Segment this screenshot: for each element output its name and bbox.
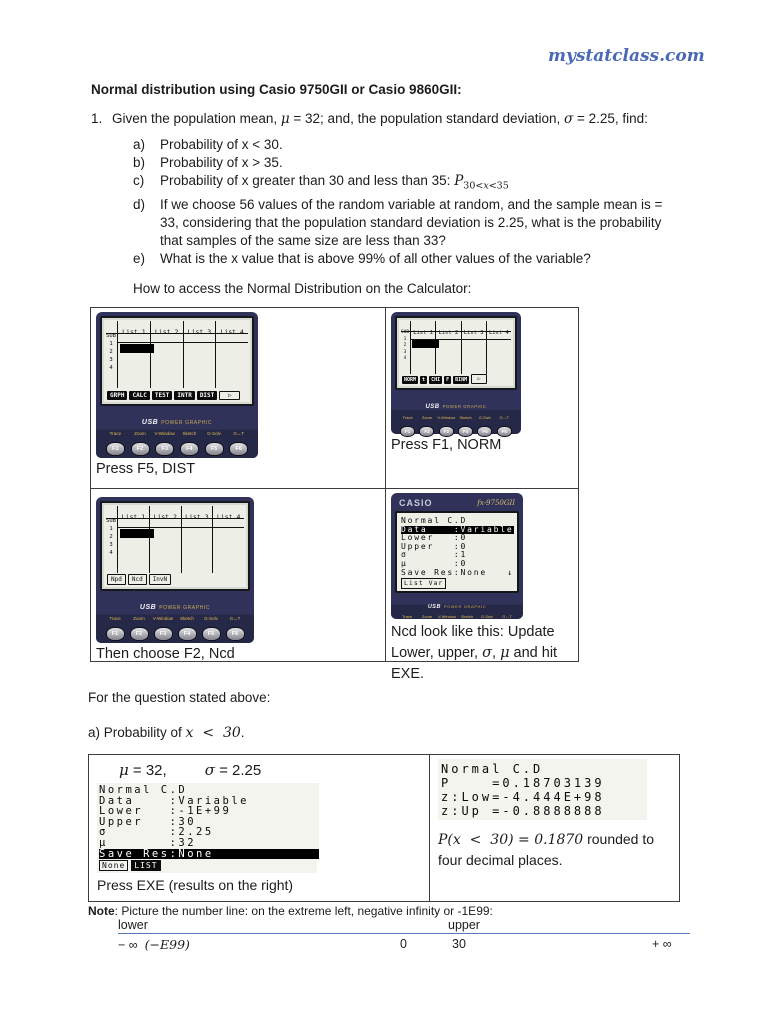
item-d-text: If we choose 56 values of the random variable at random, and the sample mean is = 33, considering that the population standard deviation is 2.25, what is the probability that samples of the same size are less than 33?: [160, 196, 663, 248]
usb-line: [395, 390, 517, 413]
note-bold: Note: [88, 904, 115, 918]
lcd-row-gutter: [105, 332, 117, 372]
calculator-screen: [100, 316, 254, 406]
sub-part-2: <35: [488, 180, 509, 192]
parameters-header: [119, 761, 421, 779]
math-p: P: [454, 173, 464, 189]
intro-text-2: = 32; and, the population standard deviation,: [289, 111, 564, 126]
column-header: List 2: [438, 330, 459, 336]
page-title: Normal distribution using Casio 9750GII or Casio 9860GII:: [91, 82, 462, 97]
for-question-line: For the question stated above:: [88, 690, 271, 705]
key-cap: F3: [155, 442, 174, 456]
table1-cell-ncd-settings: [386, 489, 578, 682]
key-shift-label: G↔T: [499, 415, 510, 420]
function-key: [417, 415, 436, 438]
function-keys: [100, 429, 254, 461]
header-underline: [401, 331, 511, 332]
selected-cell-highlight: [120, 344, 154, 353]
lcd-column: [149, 506, 181, 573]
function-keys: [100, 614, 250, 646]
save-res-row: [401, 569, 514, 578]
column-header: List 2: [154, 328, 179, 336]
key-shift-label: G↔T: [502, 613, 512, 619]
screen-line: σ :1: [401, 550, 468, 560]
problem-block: [91, 110, 679, 268]
power-graphic-label: POWER GRAPHIC: [161, 420, 213, 426]
function-key: [437, 415, 456, 438]
selected-cell-highlight: [120, 529, 154, 538]
function-menu: [107, 391, 248, 400]
column-header: List 1: [121, 513, 146, 521]
row-number: 1: [109, 341, 113, 347]
note-line: [88, 904, 493, 918]
cell-caption: Press F1, NORM: [391, 437, 502, 453]
menu-tabs: [107, 574, 171, 585]
lcd-column: [435, 321, 460, 374]
key-shift-label: Sketch: [459, 415, 472, 420]
menu-tab: CHI: [431, 377, 441, 383]
key-shift-label: G↔T: [233, 431, 245, 436]
key-cap: F4: [180, 442, 199, 456]
mu-symbol: μ: [500, 644, 510, 661]
column-header: List 4: [488, 330, 509, 336]
key-shift-label: G-Solv: [480, 613, 494, 619]
screen-menu: [97, 859, 317, 873]
part-a-text: a) Probability of: [88, 725, 186, 740]
sigma-value: = 2.25: [214, 762, 262, 779]
row-numbers: [105, 525, 117, 557]
table1-cell-dist: [91, 308, 386, 489]
menu-tab: Npd: [107, 574, 126, 585]
usb-label: USB: [425, 404, 440, 410]
item-c-label: c): [133, 173, 145, 188]
sub-label: SUB: [400, 330, 410, 335]
key-cap: F6: [229, 442, 248, 456]
lcd-display: [399, 320, 513, 386]
usb-label: USB: [139, 604, 157, 611]
usb-line: [395, 593, 519, 613]
cell-caption: Press EXE (results on the right): [97, 877, 294, 894]
function-key: [495, 415, 514, 438]
key-cap: F2: [130, 627, 149, 641]
row-number: 1: [403, 336, 407, 342]
key-shift-label: V-Window: [437, 415, 456, 420]
item-e-text: What is the x value that is above 99% of all other values of the variable?: [160, 250, 591, 266]
screen-line: Normal C.D: [99, 784, 188, 796]
caption-text: and hit EXE.: [391, 644, 558, 682]
calculator-screen: [395, 316, 517, 390]
menu-tab: NORM: [404, 377, 417, 383]
lcd-column: [461, 321, 486, 374]
function-key: [398, 415, 417, 438]
casio-model: fx-9750GII: [477, 499, 515, 507]
menu-tab: DIST: [197, 391, 217, 400]
numberline-pos-infinity: + ∞: [652, 937, 672, 951]
screen-line: Lower :-1E+99: [99, 805, 232, 818]
problem-items: [133, 136, 679, 268]
key-cap: F5: [202, 627, 221, 641]
item-c-text-main: Probability of x greater than 30 and less than 35:: [160, 173, 455, 188]
function-key: [103, 431, 128, 456]
site-logo: mystatclass.com: [548, 46, 705, 66]
screen-line: Normal C.D: [441, 762, 544, 776]
lcd-column: [215, 321, 248, 388]
problem-intro-text: [112, 110, 679, 128]
header-underline: [106, 333, 248, 334]
caption-line-1: Ncd look like this: Update: [391, 623, 555, 640]
header-underline: [106, 518, 244, 519]
row-number: 2: [109, 534, 113, 540]
function-key: [417, 614, 437, 619]
part-a-line: [88, 725, 245, 741]
screen-line: σ :2.25: [99, 826, 214, 839]
usb-label: USB: [427, 603, 441, 610]
down-arrow-icon: ↓: [507, 567, 514, 577]
column-header: List 3: [185, 513, 209, 521]
list-var-tab: List Var: [401, 578, 446, 589]
column-header: List 4: [220, 328, 244, 336]
menu-tab: Ncd: [128, 574, 147, 585]
column-header: List 3: [187, 328, 212, 336]
key-cap: F1: [106, 627, 125, 641]
key-cap: F2: [419, 426, 434, 437]
menu-tab: BINM: [455, 377, 468, 383]
sub-x: x: [483, 180, 489, 192]
key-cap: F3: [154, 627, 173, 641]
menu-tab-none: None: [99, 860, 128, 871]
lcd-display: [104, 505, 246, 587]
howto-line: How to access the Normal Distribution on the Calculator:: [133, 281, 472, 296]
calculator-body: [391, 593, 523, 619]
item-b: [133, 154, 679, 172]
item-a: [133, 136, 679, 154]
key-shift-label: G-Solv: [207, 431, 221, 436]
lcd-display: [104, 320, 250, 402]
casio-header: [395, 497, 519, 511]
neg-e99-label: (−E99): [144, 937, 190, 952]
key-shift-label: Zoom: [421, 613, 433, 619]
numberline-axis: [118, 933, 690, 934]
casio-screen: [395, 511, 519, 593]
column-header: List 2: [153, 513, 177, 521]
mu-value: = 32,: [128, 762, 167, 779]
menu-tab: t: [422, 377, 426, 383]
function-key: [128, 431, 153, 456]
row-number: 3: [109, 542, 113, 548]
intro-text-1: Given the population mean,: [112, 111, 281, 126]
key-shift-label: Zoom: [134, 431, 146, 436]
row-number: 2: [109, 349, 113, 355]
key-cap: F2: [131, 442, 150, 456]
results-screen: [438, 759, 647, 820]
column-header: List 4: [216, 513, 241, 521]
key-shift-label: G↔T: [229, 616, 241, 621]
math-p-subscript: [463, 181, 508, 192]
function-key: [226, 431, 251, 456]
numberline-upper-label: upper: [448, 918, 480, 932]
lcd-column: [117, 506, 149, 573]
key-shift-label: G-Solv: [204, 616, 218, 621]
cell-caption: Then choose F2, Ncd: [96, 646, 235, 662]
calculator-body: [391, 390, 521, 434]
result-caption: [438, 829, 676, 870]
neg-infinity-symbol: − ∞: [118, 938, 145, 952]
screen-line: Data :Variable: [99, 794, 249, 807]
row-number: 2: [403, 343, 407, 348]
menu-tab-list: LIST: [131, 860, 160, 871]
screen-line: P =0.18703139: [441, 776, 605, 790]
key-cap: F1: [400, 426, 415, 437]
function-key: [397, 614, 417, 619]
screen-line: z:Up =-0.8888888: [441, 804, 605, 818]
usb-line: [100, 591, 250, 614]
caption-line-2: [391, 643, 573, 685]
function-menu: [107, 574, 244, 585]
calculator-body: [96, 406, 258, 458]
lcd-row-gutter: [400, 330, 410, 363]
menu-tab: F: [446, 377, 450, 383]
item-a-label: a): [133, 137, 146, 152]
function-key: [475, 415, 494, 438]
lcd-column: [181, 506, 213, 573]
item-c: [133, 172, 679, 196]
power-graphic-label: POWER GRAPHIC: [442, 404, 487, 409]
lcd-column: [117, 321, 150, 388]
menu-tabs: [402, 376, 469, 384]
screen-line: Lower :0: [401, 533, 468, 543]
sigma-symbol: σ: [482, 644, 492, 661]
function-key: [199, 616, 223, 641]
key-shift-label: Sketch: [460, 613, 474, 619]
key-cap: F5: [205, 442, 224, 456]
sub-label: SUB: [106, 333, 116, 339]
row-number: 3: [403, 349, 407, 355]
menu-tab: CALC: [129, 391, 149, 400]
function-menu: [402, 374, 511, 384]
key-shift-label: Zoom: [421, 415, 433, 420]
menu-tab: InvN: [149, 574, 171, 585]
menu-tab: GRPH: [107, 391, 127, 400]
function-key: [223, 616, 247, 641]
table1-cell-norm: [386, 308, 578, 489]
problem-number: 1.: [91, 111, 103, 126]
key-shift-label: Trace: [109, 616, 121, 621]
calculator-image-dist: [96, 312, 258, 458]
table1-cell-ncd-choose: [91, 489, 386, 661]
menu-tab: INTR: [174, 391, 194, 400]
function-key: [457, 614, 477, 619]
key-shift-label: V-Window: [154, 431, 175, 436]
save-res-line: Save Res:None: [401, 567, 488, 577]
function-key: [202, 431, 227, 456]
row-numbers: [105, 340, 117, 372]
calculator-image-ncd: [96, 497, 254, 643]
sigma-symbol: σ: [204, 761, 215, 779]
screen-line: Upper :30: [99, 815, 197, 828]
sub-part-1: 30<: [463, 180, 484, 192]
screen-line: Upper :0: [401, 541, 468, 551]
power-graphic-label: POWER GRAPHIC: [443, 603, 487, 609]
cell-caption: [391, 622, 573, 685]
usb-label: USB: [141, 419, 159, 426]
screen-line: μ :32: [99, 836, 197, 849]
lcd-column: [150, 321, 183, 388]
results-table: [88, 754, 680, 902]
numberline-lower-label: lower: [118, 918, 148, 932]
key-cap: F6: [497, 426, 512, 437]
part-a-math: x < 30: [185, 725, 241, 741]
intro-text-3: = 2.25, find:: [573, 111, 648, 126]
calculator-steps-table: [90, 307, 579, 682]
caption-text: ,: [492, 644, 501, 661]
casio-brand: CASIO: [399, 498, 433, 508]
power-graphic-label: POWER GRAPHIC: [159, 605, 211, 611]
key-cap: F4: [458, 426, 473, 437]
function-key: [152, 431, 177, 456]
item-d-label: d): [133, 196, 146, 212]
calculator-screen: [100, 501, 250, 591]
screen-line: μ :0: [401, 558, 468, 568]
usb-line: [100, 406, 254, 429]
calculator-body: [96, 591, 254, 643]
function-key: [177, 431, 202, 456]
item-b-label: b): [133, 155, 146, 170]
list-columns: [117, 506, 244, 573]
row-number: 1: [109, 526, 113, 532]
row-number: 4: [403, 356, 407, 361]
key-cap: F6: [226, 627, 245, 641]
sub-label: SUB: [106, 518, 116, 524]
key-shift-label: V-Window: [152, 616, 174, 621]
key-shift-label: Sketch: [182, 431, 197, 436]
key-shift-label: Trace: [402, 415, 413, 420]
mu-symbol: μ: [119, 761, 129, 779]
column-header: List 1: [122, 328, 146, 336]
cell-caption: Press F5, DIST: [96, 461, 196, 477]
function-keys: [395, 613, 519, 621]
menu-tab: TEST: [152, 391, 172, 400]
calculator-image-casio: [391, 493, 523, 619]
key-shift-label: V-Window: [437, 613, 456, 619]
function-key: [437, 614, 457, 619]
key-shift-label: Trace: [109, 431, 121, 436]
screen-line-highlighted: Save Res:None: [99, 849, 319, 860]
key-cap: F5: [477, 426, 492, 437]
numberline-neg-infinity: [118, 937, 190, 952]
screen-line-highlighted: Data :Variable: [401, 524, 514, 534]
result-text: rounded to four decimal places.: [438, 831, 655, 868]
key-shift-label: Zoom: [133, 616, 145, 621]
table2-cell-settings: [89, 755, 430, 901]
item-d: [133, 196, 679, 250]
function-key: [103, 616, 127, 641]
function-key: [175, 616, 199, 641]
caption-text: Lower, upper,: [391, 644, 483, 661]
item-a-text: Probability of x < 30.: [160, 137, 283, 152]
part-a-period: .: [240, 725, 245, 740]
key-cap: F3: [439, 426, 454, 437]
key-shift-label: Sketch: [180, 616, 194, 621]
item-c-text: [160, 172, 679, 196]
function-key: [151, 616, 175, 641]
selected-cell-highlight: [412, 340, 439, 348]
key-shift-label: G-Solv: [478, 415, 492, 420]
screen-line: z:Low=-4.444E+98: [441, 790, 605, 804]
function-key: [497, 614, 517, 619]
settings-screen: [97, 783, 319, 859]
row-number: 4: [109, 550, 113, 556]
screen-line: Normal C.D: [401, 516, 468, 525]
list-columns: [117, 321, 248, 388]
lcd-row-gutter: [105, 517, 117, 557]
menu-more-tab: ▷: [219, 391, 240, 400]
result-math: P(x < 30) = 0.1870: [438, 832, 584, 848]
menu-more-tab: ▷: [471, 374, 487, 384]
table2-cell-results: [430, 755, 684, 901]
lcd-column: [486, 321, 511, 374]
problem-intro: [91, 110, 679, 128]
menu-tabs: [107, 391, 217, 400]
mu-symbol: μ: [280, 111, 290, 127]
item-e: [133, 250, 679, 268]
column-header: List 3: [463, 330, 484, 336]
item-b-text: Probability of x > 35.: [160, 155, 283, 170]
function-key: [127, 616, 151, 641]
function-keys: [395, 413, 517, 443]
lcd-column: [183, 321, 216, 388]
note-text: : Picture the number line: on the extreme left, negative infinity or -1E99:: [114, 904, 493, 918]
calculator-image-norm: [391, 312, 521, 434]
sigma-symbol: σ: [564, 111, 574, 127]
lcd-column: [212, 506, 244, 573]
row-number: 3: [109, 357, 113, 363]
key-shift-label: Trace: [401, 613, 413, 619]
item-e-label: e): [133, 250, 146, 266]
key-cap: F4: [178, 627, 197, 641]
numberline-zero: 0: [400, 937, 407, 951]
key-cap: F1: [106, 442, 125, 456]
numberline-thirty: 30: [452, 937, 466, 951]
function-key: [477, 614, 497, 619]
function-key: [456, 415, 475, 438]
row-number: 4: [109, 365, 113, 371]
row-numbers: [400, 337, 410, 363]
column-header: List 1: [413, 330, 434, 336]
